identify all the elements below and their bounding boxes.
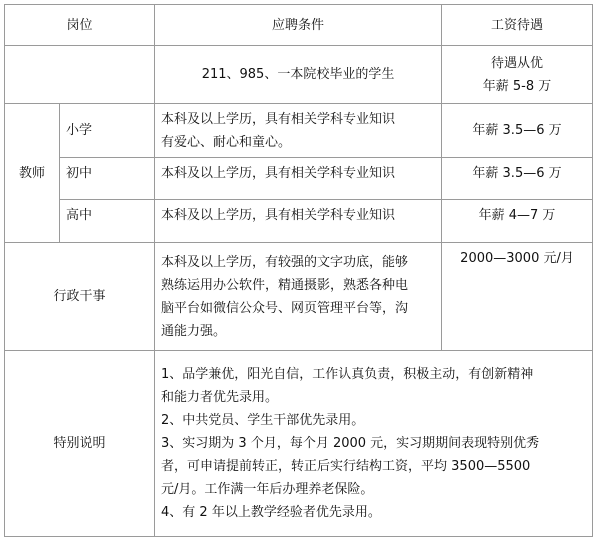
admin-requirement-line-3: 脑平台如微信公众号、网页管理平台等，沟 xyxy=(161,300,409,316)
teacher-salary-middle: 年薪 3.5—6 万 xyxy=(442,158,593,200)
header-requirements: 应聘条件 xyxy=(155,5,442,46)
header-row xyxy=(5,5,593,46)
teacher-requirement-primary-line-2: 有爱心、耐心和童心。 xyxy=(161,134,292,150)
admin-salary: 2000—3000 元/月 xyxy=(442,243,593,351)
teacher-level-high: 高中 xyxy=(60,200,155,243)
general-salary-line-2: 年薪 5-8 万 xyxy=(482,78,552,94)
teacher-salary-high: 年薪 4—7 万 xyxy=(442,200,593,243)
teacher-row-middle xyxy=(5,158,593,200)
admin-label: 行政干事 xyxy=(5,243,155,351)
notes-line-6: 元/月。工作满一年后办理养老保险。 xyxy=(161,482,374,497)
general-position-cell xyxy=(5,46,155,104)
teacher-requirement-middle: 本科及以上学历，具有相关学科专业知识 xyxy=(155,158,442,200)
general-requirement: 211、985、一本院校毕业的学生 xyxy=(155,46,442,104)
notes-line-5: 者，可申请提前转正，转正后实行结构工资，平均 3500—5500 xyxy=(161,459,531,474)
notes-line-2: 和能力者优先录用。 xyxy=(161,390,279,405)
teacher-requirement-high: 本科及以上学历，具有相关学科专业知识 xyxy=(155,200,442,243)
teacher-requirement-primary-line-1: 本科及以上学历，具有相关学科专业知识 xyxy=(161,111,396,127)
admin-requirement-line-1: 本科及以上学历，有较强的文字功底，能够 xyxy=(161,254,409,270)
notes-line-4: 3、实习期为 3 个月，每个月 2000 元，实习期期间表现特别优秀 xyxy=(161,436,540,451)
teacher-salary-primary: 年薪 3.5—6 万 xyxy=(442,104,593,158)
teacher-level-primary: 小学 xyxy=(60,104,155,158)
header-salary: 工资待遇 xyxy=(442,5,593,46)
teacher-row-primary xyxy=(5,104,593,158)
teacher-requirement-primary xyxy=(155,104,442,158)
admin-requirement-line-2: 熟练运用办公软件，精通摄影，熟悉各种电 xyxy=(161,277,409,293)
admin-requirement xyxy=(155,243,442,351)
teacher-level-middle: 初中 xyxy=(60,158,155,200)
recruitment-table xyxy=(4,4,593,537)
general-salary xyxy=(442,46,593,104)
notes-row xyxy=(5,351,593,537)
header-position: 岗位 xyxy=(5,5,155,46)
notes-content xyxy=(155,351,593,537)
general-row xyxy=(5,46,593,104)
notes-label: 特别说明 xyxy=(5,351,155,537)
admin-requirement-line-4: 通能力强。 xyxy=(161,323,227,339)
notes-line-1: 1、品学兼优，阳光自信，工作认真负责，积极主动，有创新精神 xyxy=(161,367,534,382)
notes-line-3: 2、中共党员、学生干部优先录用。 xyxy=(161,413,365,428)
teacher-label: 教师 xyxy=(5,104,60,243)
admin-row xyxy=(5,243,593,351)
teacher-row-high xyxy=(5,200,593,243)
notes-line-7: 4、有 2 年以上教学经验者优先录用。 xyxy=(161,505,381,520)
general-salary-line-1: 待遇从优 xyxy=(491,55,544,71)
